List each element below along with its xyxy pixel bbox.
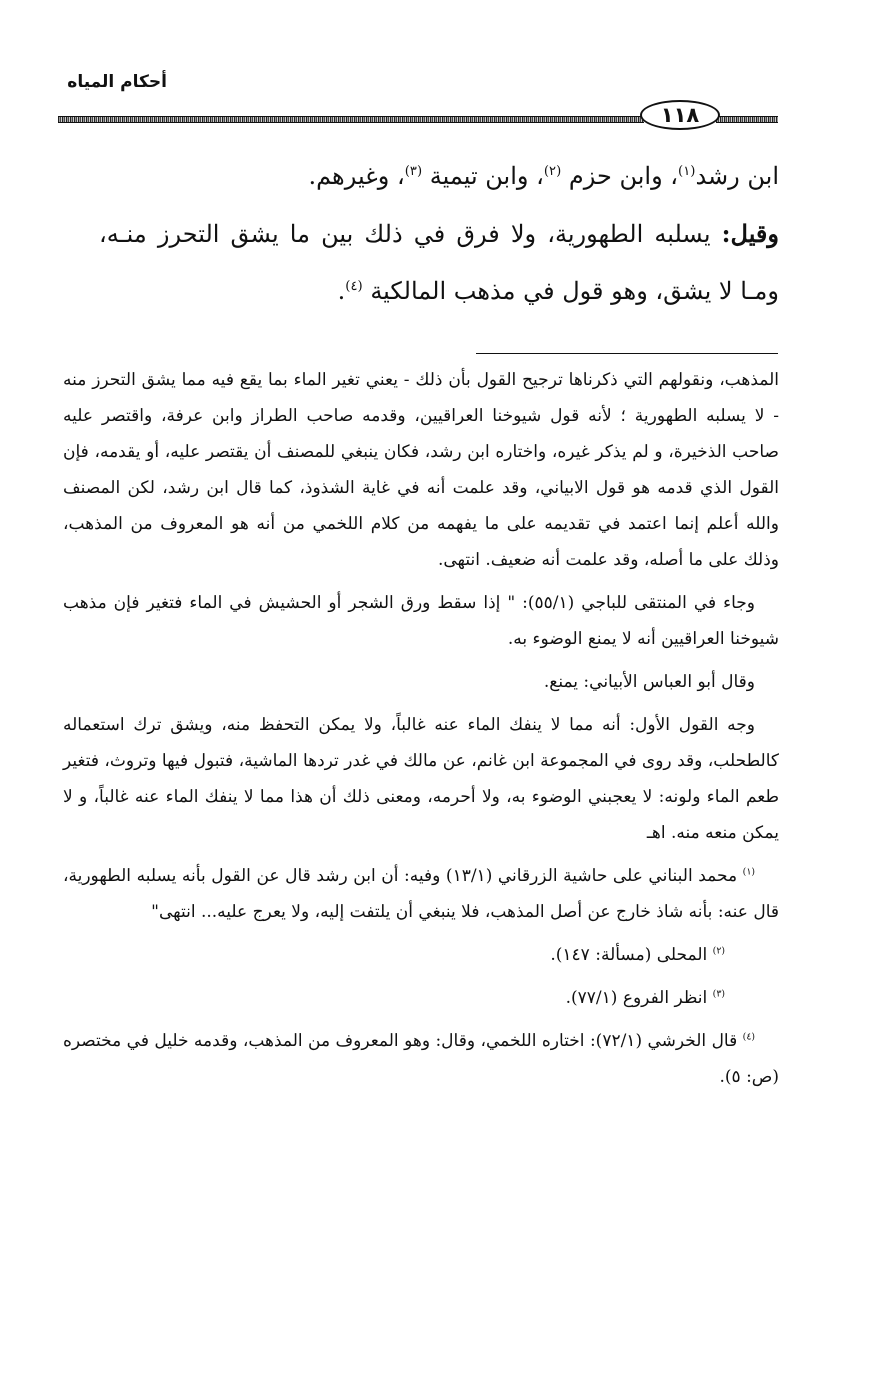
footnote-ref-2: (٢)	[543, 164, 562, 179]
main-paragraph-1	[99, 148, 779, 205]
header-rule-right	[716, 116, 778, 123]
quote-paragraph-1: المذهب، ونقولهم التي ذكرناها ترجيح القول بأن ذلك - يعني تغير الماء بما يقع فيه مما يشق التحرز منه - لا يسلبه الطهورية ؛ لأنه قول شيوخنا العراقيين، وقدمه صاحب الطراز وابن عرفة، واقتصر عليه صاحب الذخيرة، و لم يذكر غيره، واختاره ابن رشد، فكان ينبغي للمصنف أن يقتصر عليه، أو يقدمه، فإن القول الذي قدمه هو قول الابياني، وقد علمت أنه في غاية الشذوذ، كما قال ابن رشد، لكن المصنف والله أعلم إنما اعتمد في تقديمه على ما يفهمه من كلام اللخمي من أنه هو المعروف من المذهب، وذلك على ما أصله، وقد علمت أنه ضعيف. انتهى.	[63, 370, 779, 570]
quote-paragraph-4: وجه القول الأول: أنه مما لا ينفك الماء عنه غالباً، ولا يمكن التحفظ منه، ويشق ترك استعماله كالطحلب، وقد روى في المجموعة ابن غانم، عن مالك في غدر تردها الماشية، فتبول فيها وتروث، فتغير طعم الماء ولونه: لا يعجبني الوضوء به، ولا أحرمه، ومعنى ذلك أن هذا مما لا ينفك الماء عنه غالباً، و لا يمكن منعه منه. اهـ	[63, 715, 779, 843]
footnote-number: (٣)	[712, 988, 725, 1000]
page-number-badge	[640, 100, 720, 130]
footnote-2	[63, 937, 725, 973]
header-rule-left	[58, 116, 644, 123]
page-header	[0, 0, 873, 140]
main-text-segment: ، وابن حزم	[561, 162, 679, 190]
footnote-text: انظر الفروع (٧٧/١).	[565, 988, 713, 1008]
footnote-3	[63, 980, 725, 1016]
footnote-number: (٢)	[712, 945, 725, 957]
lead-word: وقيل:	[721, 219, 779, 248]
main-text	[99, 148, 779, 320]
main-paragraph-2	[99, 205, 779, 320]
footnote-number: (٤)	[742, 1031, 755, 1043]
footnote-ref-3: (٣)	[404, 164, 423, 179]
footnote-text: قال الخرشي (٧٢/١): اختاره اللخمي، وقال: وهو المعروف من المذهب، وقدمه خليل في مختصره (ص: ٥).	[63, 1031, 779, 1087]
footnote-4	[63, 1023, 779, 1095]
book-title: أحكام المياه	[67, 72, 167, 92]
main-text-segment: ، وغيرهم.	[308, 162, 405, 190]
footnote-1	[63, 858, 779, 930]
footnote-ref-4: (٤)	[345, 279, 363, 294]
quote-paragraph-2: وجاء في المنتقى للباجي (٥٥/١): " إذا سقط ورق الشجر أو الحشيش في الماء فتغير فإن مذهب شيوخنا العراقيين أنه لا يمنع الوضوء به.	[63, 593, 779, 649]
footnote-separator	[476, 353, 778, 354]
footnote-text: محمد البناني على حاشية الزرقاني (١٣/١) وفيه: أن ابن رشد قال عن القول بأنه يسلبه الطهورية، قال عنه: بأنه شاذ خارج عن أصل المذهب، فلا ينبغي أن يلتفت إليه، ولا يعرج عليه... انتهى"	[63, 866, 779, 922]
main-text-segment: يسلبه الطهورية، ولا فرق في ذلك بين ما يشق التحرز منـه، ومـا لا يشق، وهو قول في مذهب المالكية	[99, 220, 779, 305]
footnote-ref-1: (١)	[678, 164, 696, 179]
main-text-segment: .	[337, 277, 346, 305]
quote-paragraph-3: وقال أبو العباس الأبياني: يمنع.	[543, 672, 755, 692]
main-text-segment: ، وابن تيمية	[422, 162, 544, 190]
footnote-text: المحلى (مسألة: ١٤٧).	[550, 945, 713, 965]
footnotes-section	[63, 362, 779, 1102]
footnote-number: (١)	[742, 866, 755, 878]
page-number: ١١٨	[660, 103, 700, 127]
main-text-segment: ابن رشد	[695, 162, 779, 190]
